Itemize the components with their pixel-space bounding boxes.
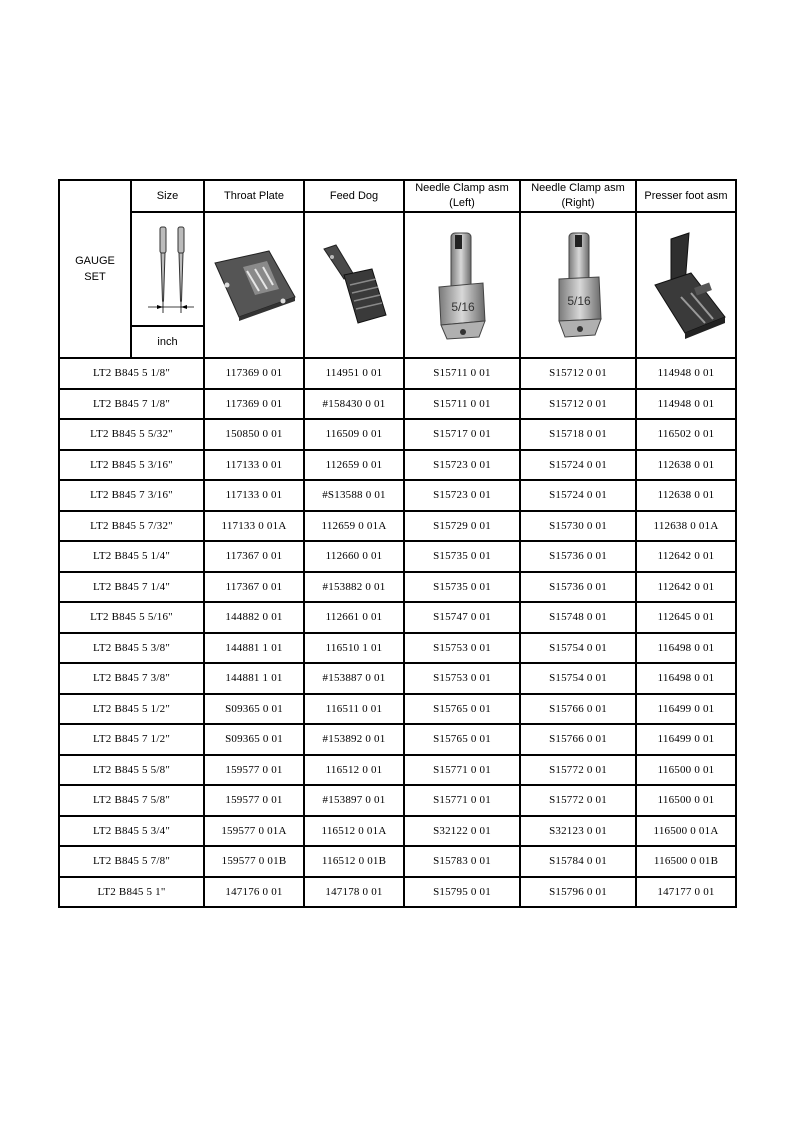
throat-plate-cell: 117133 0 01A xyxy=(204,511,304,542)
needle-clamp-left-cell: S15711 0 01 xyxy=(404,389,520,420)
needle-clamp-right-cell: S15736 0 01 xyxy=(520,572,636,603)
throat-plate-cell: 117369 0 01 xyxy=(204,358,304,389)
throat-plate-cell: 159577 0 01 xyxy=(204,755,304,786)
needle-clamp-left-cell: S15753 0 01 xyxy=(404,633,520,664)
presser-foot-cell: 116498 0 01 xyxy=(636,663,736,694)
throat-plate-cell: 159577 0 01A xyxy=(204,816,304,847)
table-row xyxy=(59,572,736,603)
presser-foot-cell: 112638 0 01 xyxy=(636,480,736,511)
needle-clamp-left-cell: S15771 0 01 xyxy=(404,755,520,786)
table-row xyxy=(59,602,736,633)
presser-foot-cell: 112642 0 01 xyxy=(636,541,736,572)
throat-plate-icon xyxy=(209,245,299,325)
needle-clamp-left-cell: S15723 0 01 xyxy=(404,480,520,511)
throat-plate-cell: 150850 0 01 xyxy=(204,419,304,450)
gauge-set-cell: LT2 B845 5 3/16" xyxy=(59,450,204,481)
needle-clamp-right-cell: S15754 0 01 xyxy=(520,633,636,664)
needle-clamp-left-cell: S15735 0 01 xyxy=(404,572,520,603)
feed-dog-cell: 116512 0 01B xyxy=(304,846,404,877)
needle-clamp-right-cell: S15796 0 01 xyxy=(520,877,636,908)
presser-foot-cell: 112642 0 01 xyxy=(636,572,736,603)
needle-clamp-right-cell: S15748 0 01 xyxy=(520,602,636,633)
feed-dog-cell: 112661 0 01 xyxy=(304,602,404,633)
needle-clamp-right-cell: S15712 0 01 xyxy=(520,389,636,420)
throat-plate-cell: 144882 0 01 xyxy=(204,602,304,633)
throat-plate-image xyxy=(204,212,304,358)
gauge-set-table xyxy=(58,179,737,908)
presser-foot-cell: 116500 0 01A xyxy=(636,816,736,847)
presser-foot-cell: 112645 0 01 xyxy=(636,602,736,633)
feed-dog-icon xyxy=(314,235,394,335)
throat-plate-cell: 147176 0 01 xyxy=(204,877,304,908)
gauge-set-header xyxy=(59,180,131,358)
needle-clamp-left-icon xyxy=(427,225,497,345)
table-row xyxy=(59,785,736,816)
gauge-set-cell: LT2 B845 7 1/4" xyxy=(59,572,204,603)
gauge-set-cell: LT2 B845 5 1/2" xyxy=(59,694,204,725)
presser-foot-header: Presser foot asm xyxy=(636,180,736,212)
table-row xyxy=(59,877,736,908)
twin-needle-icon xyxy=(138,219,198,319)
gauge-set-label: GAUGE SET xyxy=(75,255,115,283)
table-row xyxy=(59,816,736,847)
gauge-set-cell: LT2 B845 7 3/16" xyxy=(59,480,204,511)
throat-plate-cell: 117133 0 01 xyxy=(204,450,304,481)
clamp-left-mark: 5/16 xyxy=(451,300,475,314)
needle-clamp-right-cell: S15772 0 01 xyxy=(520,785,636,816)
presser-foot-cell: 114948 0 01 xyxy=(636,358,736,389)
gauge-set-cell: LT2 B845 5 7/32" xyxy=(59,511,204,542)
table-row xyxy=(59,663,736,694)
needle-clamp-left-cell: S15795 0 01 xyxy=(404,877,520,908)
feed-dog-cell: #153892 0 01 xyxy=(304,724,404,755)
needle-clamp-right-header xyxy=(520,180,636,212)
needle-clamp-left-cell: S15735 0 01 xyxy=(404,541,520,572)
feed-dog-cell: #153897 0 01 xyxy=(304,785,404,816)
feed-dog-cell: #158430 0 01 xyxy=(304,389,404,420)
table-row xyxy=(59,511,736,542)
gauge-set-cell: LT2 B845 5 1" xyxy=(59,877,204,908)
table-row xyxy=(59,846,736,877)
feed-dog-header: Feed Dog xyxy=(304,180,404,212)
presser-foot-cell: 147177 0 01 xyxy=(636,877,736,908)
needle-clamp-right-cell: S15766 0 01 xyxy=(520,694,636,725)
needle-clamp-right-cell: S15718 0 01 xyxy=(520,419,636,450)
gauge-set-cell: LT2 B845 7 5/8" xyxy=(59,785,204,816)
needle-clamp-left-cell: S32122 0 01 xyxy=(404,816,520,847)
feed-dog-cell: 116509 0 01 xyxy=(304,419,404,450)
needle-clamp-left-cell: S15723 0 01 xyxy=(404,450,520,481)
presser-foot-cell: 116498 0 01 xyxy=(636,633,736,664)
presser-foot-image xyxy=(636,212,736,358)
presser-foot-cell: 114948 0 01 xyxy=(636,389,736,420)
presser-foot-cell: 112638 0 01A xyxy=(636,511,736,542)
gauge-set-cell: LT2 B845 7 1/2" xyxy=(59,724,204,755)
needle-clamp-right-cell: S15724 0 01 xyxy=(520,480,636,511)
throat-plate-cell: 159577 0 01 xyxy=(204,785,304,816)
feed-dog-image xyxy=(304,212,404,358)
gauge-set-cell: LT2 B845 5 1/8" xyxy=(59,358,204,389)
feed-dog-cell: 112659 0 01 xyxy=(304,450,404,481)
throat-plate-cell: 117369 0 01 xyxy=(204,389,304,420)
needle-clamp-left-cell: S15747 0 01 xyxy=(404,602,520,633)
table-row xyxy=(59,358,736,389)
feed-dog-cell: #153882 0 01 xyxy=(304,572,404,603)
presser-foot-icon xyxy=(641,225,731,345)
presser-foot-cell: 116500 0 01 xyxy=(636,785,736,816)
needle-clamp-left-cell: S15765 0 01 xyxy=(404,694,520,725)
feed-dog-cell: 116512 0 01 xyxy=(304,755,404,786)
gauge-set-cell: LT2 B845 7 1/8" xyxy=(59,389,204,420)
needle-clamp-right-cell: S15772 0 01 xyxy=(520,755,636,786)
needle-clamp-left-cell: S15765 0 01 xyxy=(404,724,520,755)
size-header: Size xyxy=(131,180,204,212)
throat-plate-cell: 117133 0 01 xyxy=(204,480,304,511)
needle-clamp-right-icon xyxy=(543,225,613,345)
table-row xyxy=(59,480,736,511)
needle-clamp-right-cell: S15712 0 01 xyxy=(520,358,636,389)
needle-clamp-right-cell: S15736 0 01 xyxy=(520,541,636,572)
gauge-set-cell: LT2 B845 5 1/4" xyxy=(59,541,204,572)
needle-clamp-right-label: Needle Clamp asm (Right) xyxy=(531,182,625,209)
needle-clamp-right-cell: S15724 0 01 xyxy=(520,450,636,481)
feed-dog-cell: #153887 0 01 xyxy=(304,663,404,694)
table-row xyxy=(59,724,736,755)
presser-foot-cell: 116499 0 01 xyxy=(636,724,736,755)
gauge-set-cell: LT2 B845 5 3/8" xyxy=(59,633,204,664)
presser-foot-cell: 116500 0 01B xyxy=(636,846,736,877)
table-row xyxy=(59,755,736,786)
throat-plate-cell: 159577 0 01B xyxy=(204,846,304,877)
gauge-set-cell: LT2 B845 5 3/4" xyxy=(59,816,204,847)
feed-dog-cell: 112659 0 01A xyxy=(304,511,404,542)
presser-foot-cell: 116500 0 01 xyxy=(636,755,736,786)
feed-dog-cell: 116512 0 01A xyxy=(304,816,404,847)
presser-foot-cell: 116502 0 01 xyxy=(636,419,736,450)
table-row xyxy=(59,694,736,725)
throat-plate-cell: 144881 1 01 xyxy=(204,663,304,694)
gauge-set-cell: LT2 B845 7 3/8" xyxy=(59,663,204,694)
needle-gauge-image xyxy=(131,212,204,326)
throat-plate-cell: S09365 0 01 xyxy=(204,694,304,725)
clamp-right-mark: 5/16 xyxy=(567,294,591,308)
needle-clamp-right-cell: S15754 0 01 xyxy=(520,663,636,694)
gauge-set-cell: LT2 B845 5 7/8" xyxy=(59,846,204,877)
feed-dog-cell: 116510 1 01 xyxy=(304,633,404,664)
table-row xyxy=(59,389,736,420)
needle-clamp-left-cell: S15729 0 01 xyxy=(404,511,520,542)
table-row xyxy=(59,419,736,450)
feed-dog-cell: 112660 0 01 xyxy=(304,541,404,572)
needle-clamp-left-cell: S15753 0 01 xyxy=(404,663,520,694)
needle-clamp-left-header xyxy=(404,180,520,212)
throat-plate-cell: 117367 0 01 xyxy=(204,572,304,603)
needle-clamp-left-cell: S15783 0 01 xyxy=(404,846,520,877)
needle-clamp-left-label: Needle Clamp asm (Left) xyxy=(415,182,509,209)
needle-clamp-left-cell: S15717 0 01 xyxy=(404,419,520,450)
feed-dog-cell: #S13588 0 01 xyxy=(304,480,404,511)
needle-clamp-right-cell: S15784 0 01 xyxy=(520,846,636,877)
presser-foot-cell: 112638 0 01 xyxy=(636,450,736,481)
needle-clamp-right-cell: S32123 0 01 xyxy=(520,816,636,847)
gauge-set-cell: LT2 B845 5 5/32" xyxy=(59,419,204,450)
table-row xyxy=(59,633,736,664)
throat-plate-cell: S09365 0 01 xyxy=(204,724,304,755)
needle-clamp-left-cell: S15711 0 01 xyxy=(404,358,520,389)
throat-plate-cell: 144881 1 01 xyxy=(204,633,304,664)
gauge-set-cell: LT2 B845 5 5/16" xyxy=(59,602,204,633)
throat-plate-cell: 117367 0 01 xyxy=(204,541,304,572)
feed-dog-cell: 116511 0 01 xyxy=(304,694,404,725)
gauge-set-cell: LT2 B845 5 5/8" xyxy=(59,755,204,786)
needle-clamp-right-cell: S15730 0 01 xyxy=(520,511,636,542)
needle-clamp-left-cell: S15771 0 01 xyxy=(404,785,520,816)
feed-dog-cell: 147178 0 01 xyxy=(304,877,404,908)
throat-plate-header: Throat Plate xyxy=(204,180,304,212)
table-row xyxy=(59,450,736,481)
table-row xyxy=(59,541,736,572)
unit-label: inch xyxy=(131,326,204,358)
needle-clamp-left-image xyxy=(404,212,520,358)
feed-dog-cell: 114951 0 01 xyxy=(304,358,404,389)
presser-foot-cell: 116499 0 01 xyxy=(636,694,736,725)
needle-clamp-right-cell: S15766 0 01 xyxy=(520,724,636,755)
needle-clamp-right-image xyxy=(520,212,636,358)
